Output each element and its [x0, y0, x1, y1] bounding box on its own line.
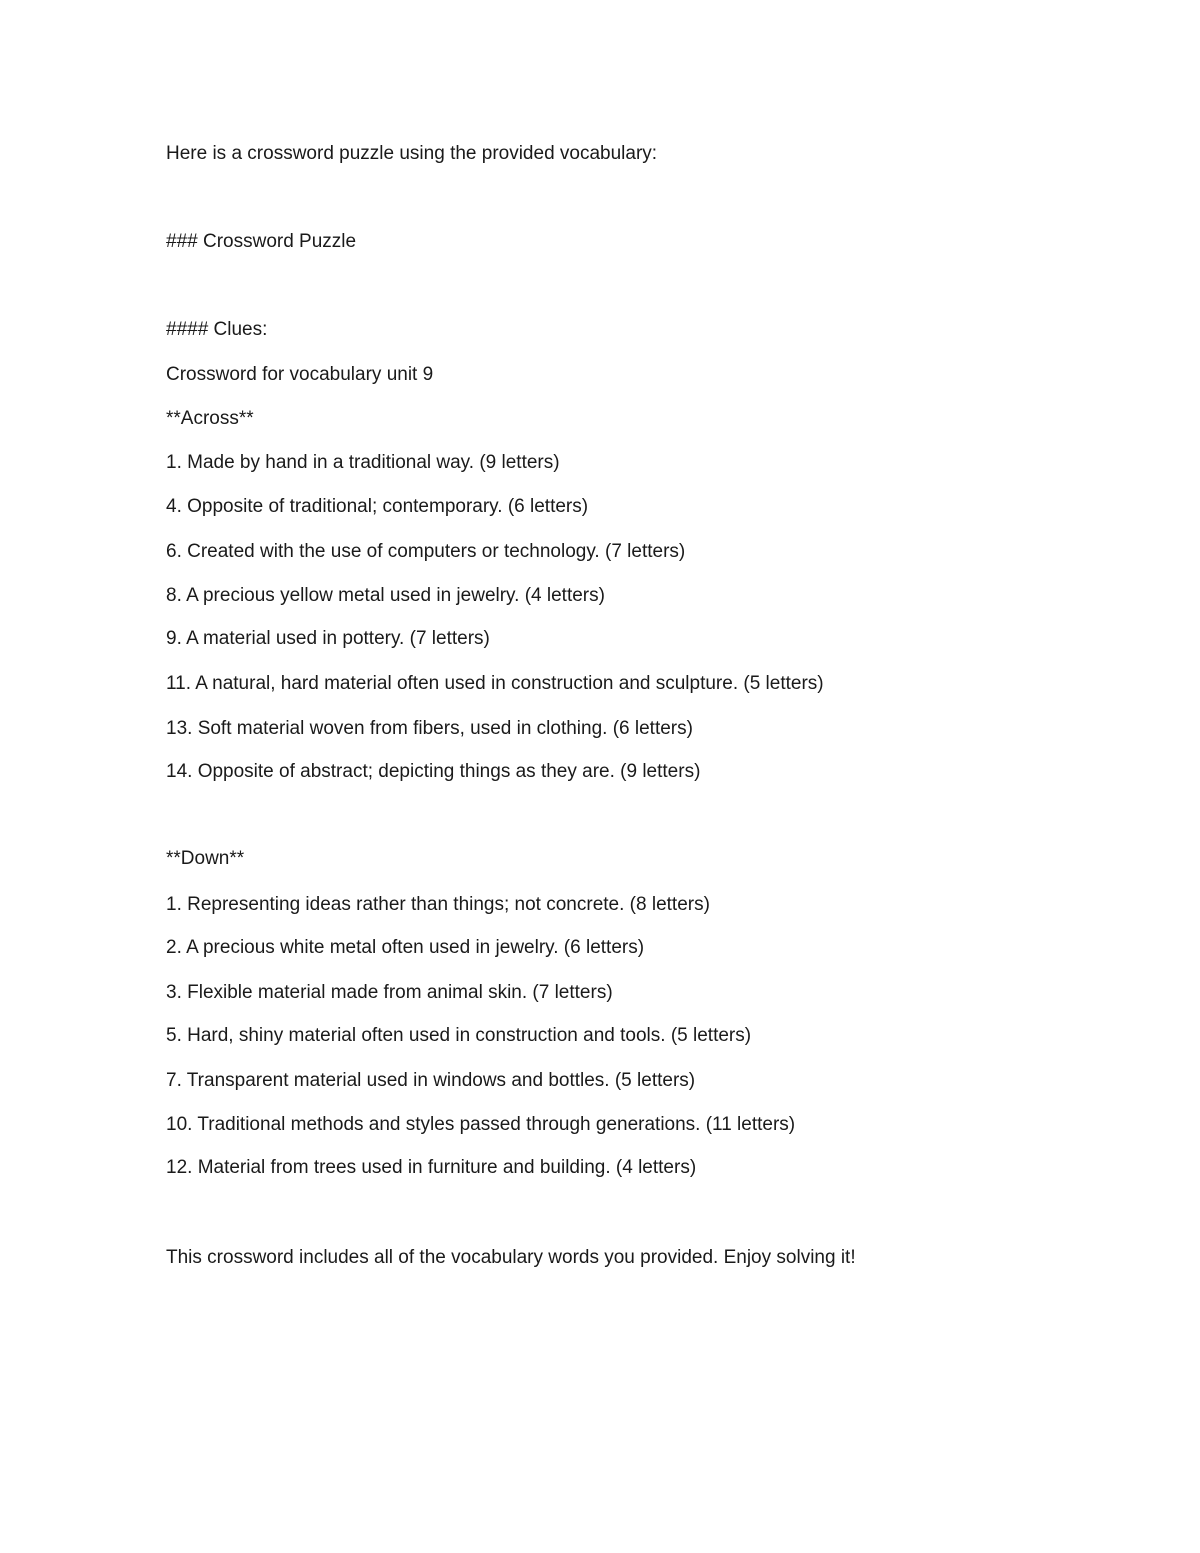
across-clue: 1. Made by hand in a traditional way. (9 letters) [166, 452, 560, 473]
down-clue: 1. Representing ideas rather than things; not concrete. (8 letters) [166, 894, 710, 915]
puzzle-subtitle: Crossword for vocabulary unit 9 [166, 364, 434, 385]
across-clue: 13. Soft material woven from fibers, used in clothing. (6 letters) [166, 718, 693, 739]
closing-text: This crossword includes all of the vocabulary words you provided. Enjoy solving it! [166, 1247, 856, 1268]
down-clue: 10. Traditional methods and styles passed through generations. (11 letters) [166, 1114, 796, 1135]
down-label: **Down** [166, 848, 245, 869]
across-clue: 11. A natural, hard material often used in construction and sculpture. (5 letters) [166, 673, 824, 694]
down-clue: 3. Flexible material made from animal skin. (7 letters) [166, 982, 613, 1003]
across-label: **Across** [166, 408, 254, 429]
down-clue: 12. Material from trees used in furniture and building. (4 letters) [166, 1157, 697, 1178]
down-clue: 7. Transparent material used in windows and bottles. (5 letters) [166, 1070, 696, 1091]
across-clue: 4. Opposite of traditional; contemporary. (6 letters) [166, 496, 589, 517]
across-clue: 6. Created with the use of computers or technology. (7 letters) [166, 541, 686, 562]
clues-heading: #### Clues: [166, 319, 268, 340]
intro-text: Here is a crossword puzzle using the provided vocabulary: [166, 143, 658, 164]
across-clue: 8. A precious yellow metal used in jewelry. (4 letters) [166, 585, 605, 606]
puzzle-heading: ### Crossword Puzzle [166, 231, 357, 252]
across-clue: 14. Opposite of abstract; depicting things as they are. (9 letters) [166, 761, 701, 782]
across-clue: 9. A material used in pottery. (7 letters) [166, 628, 490, 649]
down-clue: 2. A precious white metal often used in jewelry. (6 letters) [166, 937, 645, 958]
down-clue: 5. Hard, shiny material often used in construction and tools. (5 letters) [166, 1025, 752, 1046]
